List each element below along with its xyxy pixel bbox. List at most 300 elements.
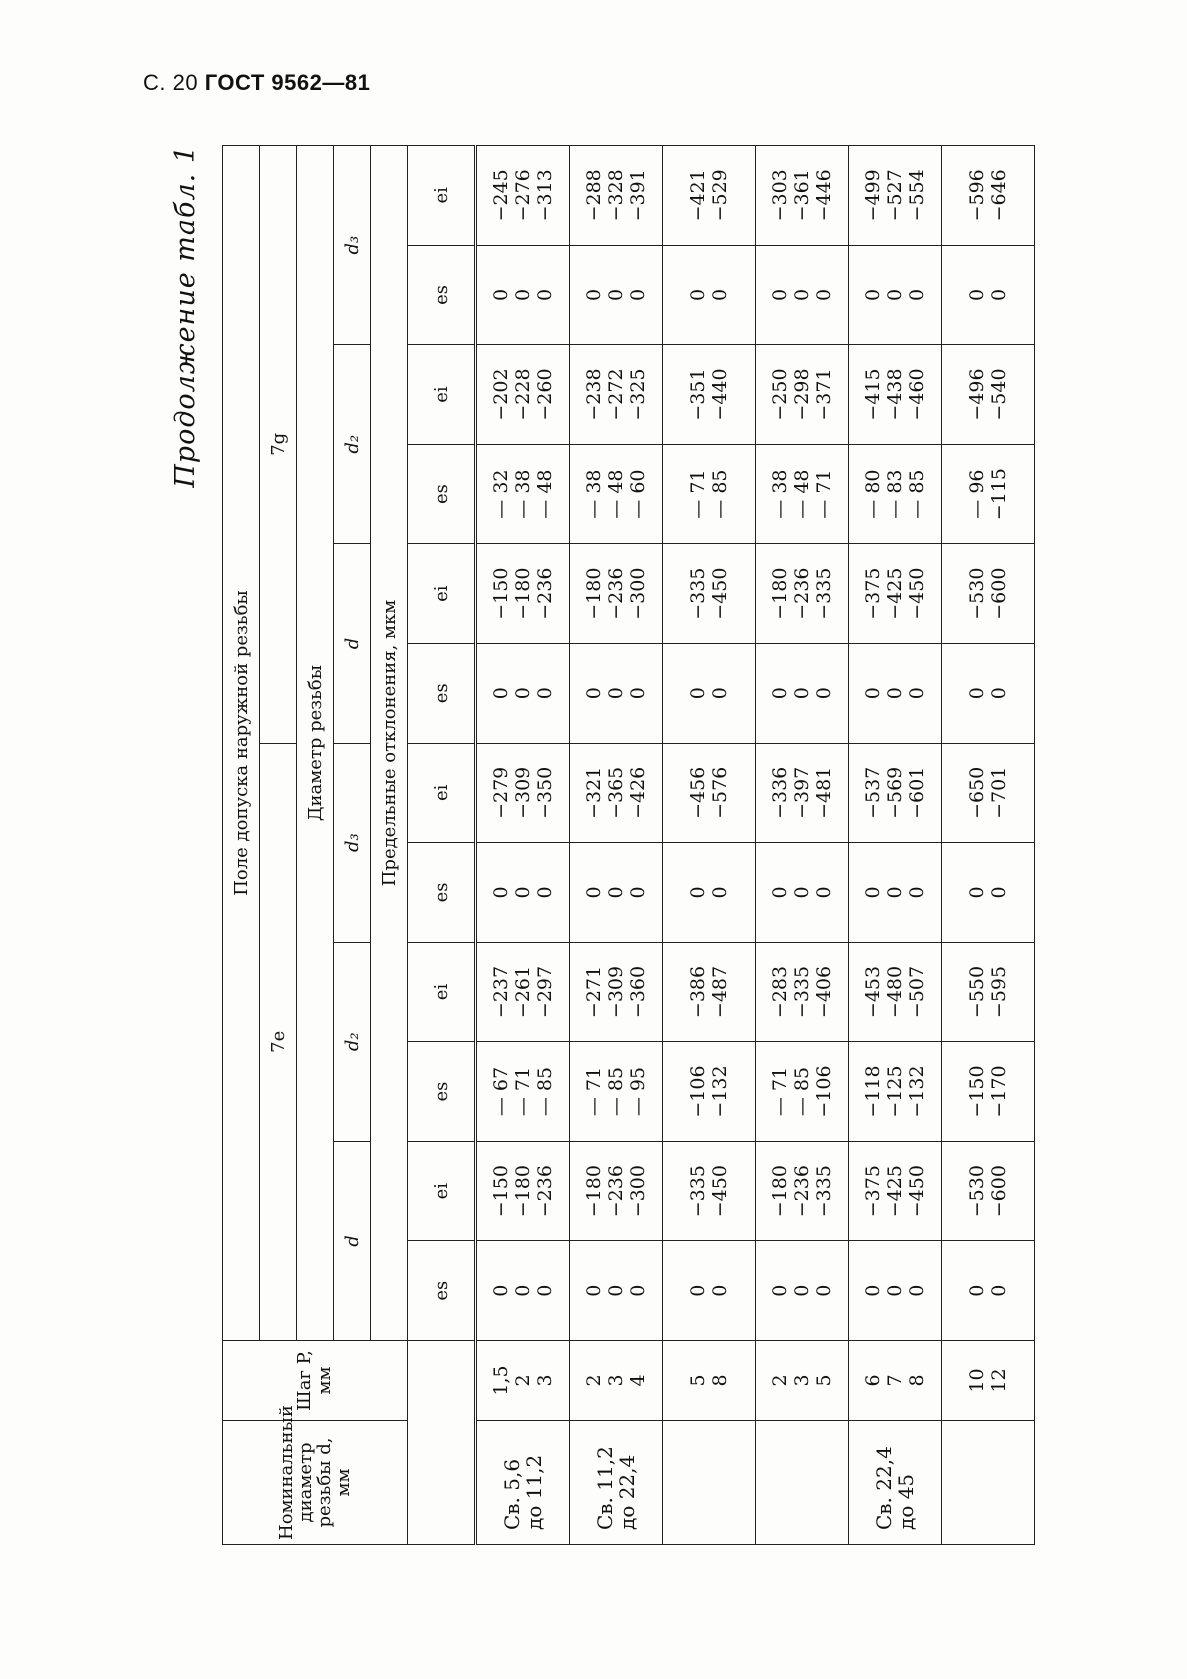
deviation-cell: [849, 245, 942, 345]
deviation-value: — 85: [906, 469, 928, 519]
deviation-value: −537: [862, 766, 884, 819]
deviation-value: −596: [966, 169, 988, 222]
deviation-value: 0: [884, 1284, 906, 1297]
deviation-value: — 60: [627, 469, 649, 519]
deviation-cell: [756, 643, 849, 743]
header-es: es: [408, 1241, 476, 1341]
deviation-value: — 85: [709, 469, 731, 519]
deviation-value: 0: [884, 288, 906, 301]
deviation-cell: [663, 245, 756, 345]
deviation-value: −499: [862, 169, 884, 222]
deviation-value: 0: [906, 1284, 928, 1297]
deviation-value: 0: [605, 288, 627, 301]
step-cell: [942, 1341, 1035, 1421]
deviation-value: −335: [687, 1165, 709, 1218]
deviation-value: −397: [791, 766, 813, 819]
deviation-value: — 71: [813, 469, 835, 519]
step-cell: [756, 1341, 849, 1421]
deviation-value: 0: [966, 288, 988, 301]
deviation-value: −446: [813, 169, 835, 222]
deviation-value: 0: [534, 687, 556, 700]
step-cell: [663, 1341, 756, 1421]
header-7e-d3: d₃: [334, 743, 371, 942]
step-value: 8: [709, 1374, 731, 1387]
deviation-value: 0: [583, 886, 605, 899]
deviation-value: 0: [862, 687, 884, 700]
deviation-cell: [942, 444, 1035, 544]
deviation-cell: [756, 544, 849, 644]
deviation-value: −406: [813, 965, 835, 1019]
deviation-cell: [570, 1241, 663, 1341]
deviation-cell: [663, 942, 756, 1042]
deviation-value: −576: [709, 766, 731, 819]
deviation-value: −361: [791, 169, 813, 222]
deviation-value: 0: [906, 687, 928, 700]
deviation-value: −595: [988, 965, 1010, 1019]
deviation-value: −276: [512, 169, 534, 222]
deviation-cell: [756, 1141, 849, 1241]
deviation-value: −415: [862, 368, 884, 421]
deviation-value: 0: [605, 687, 627, 700]
deviation-value: −272: [605, 368, 627, 421]
deviation-value: −180: [769, 1165, 791, 1218]
deviation-cell: [570, 444, 663, 544]
deviation-cell: [942, 1042, 1035, 1142]
deviation-cell: [663, 1042, 756, 1142]
deviation-cell: [476, 245, 570, 345]
deviation-value: 0: [627, 288, 649, 301]
deviation-cell: [663, 1141, 756, 1241]
header-ei: ei: [408, 743, 476, 843]
header-limits: Предельные отклонения, мкм: [371, 146, 408, 1341]
step-value: 7: [884, 1374, 906, 1387]
deviation-value: −481: [813, 766, 835, 819]
deviation-cell: [849, 1241, 942, 1341]
nominal-diameter-cell: [663, 1421, 756, 1545]
continuation-title: Продолжение табл. 1: [170, 145, 201, 488]
deviation-value: −279: [490, 766, 512, 819]
deviation-value: 0: [490, 687, 512, 700]
deviation-value: 0: [490, 288, 512, 301]
deviation-value: −530: [966, 1165, 988, 1218]
header-ei: ei: [408, 146, 476, 246]
nominal-diameter-cell: [570, 1421, 663, 1545]
deviation-cell: [849, 146, 942, 246]
step-value: 2: [512, 1374, 534, 1387]
deviation-value: −600: [988, 567, 1010, 620]
diameter-line: до 11,2: [522, 1454, 546, 1530]
deviation-value: −180: [512, 567, 534, 620]
deviation-value: −313: [534, 169, 556, 222]
deviation-value: 0: [769, 886, 791, 899]
deviation-value: 0: [906, 886, 928, 899]
deviation-value: −260: [534, 368, 556, 421]
step-value: 3: [605, 1374, 627, 1387]
deviation-cell: [942, 1241, 1035, 1341]
header-ei: ei: [408, 544, 476, 644]
step-value: 12: [988, 1368, 1010, 1393]
deviation-value: 0: [769, 1284, 791, 1297]
step-value: 5: [687, 1374, 709, 1387]
deviation-cell: [756, 444, 849, 544]
nominal-diameter-cell: [756, 1421, 849, 1545]
nominal-diameter-cell: [476, 1421, 570, 1545]
deviation-value: — 38: [512, 469, 534, 519]
deviation-cell: [476, 1042, 570, 1142]
header-es: es: [408, 843, 476, 943]
deviation-value: −371: [813, 368, 835, 421]
step-value: 5: [813, 1374, 835, 1387]
deviation-value: −300: [627, 567, 649, 620]
table-row: [942, 146, 1035, 1545]
deviation-value: 0: [583, 288, 605, 301]
step-cell: [476, 1341, 570, 1421]
deviation-value: −460: [906, 368, 928, 421]
deviation-cell: [942, 942, 1035, 1042]
deviation-value: 0: [791, 687, 813, 700]
table-row: [756, 146, 849, 1545]
deviation-value: −440: [709, 368, 731, 421]
deviation-cell: [849, 544, 942, 644]
deviation-value: −118: [862, 1065, 884, 1118]
deviation-cell: [756, 146, 849, 246]
deviation-value: −236: [791, 1165, 813, 1218]
deviation-value: −335: [813, 567, 835, 620]
deviation-value: — 71: [512, 1066, 534, 1117]
deviation-value: −236: [534, 1165, 556, 1218]
deviation-value: −375: [862, 1165, 884, 1218]
deviation-cell: [942, 843, 1035, 943]
deviation-cell: [476, 1241, 570, 1341]
deviation-value: −365: [605, 766, 627, 819]
step-value: 8: [906, 1374, 928, 1387]
header-nominal-diameter: Номинальный диаметр резьбы d, мм: [223, 1421, 408, 1545]
deviation-value: −297: [534, 965, 556, 1019]
deviation-value: −106: [687, 1065, 709, 1118]
deviation-value: — 48: [605, 469, 627, 519]
nominal-diameter-cell: [849, 1421, 942, 1545]
deviation-value: −438: [884, 368, 906, 421]
deviation-cell: [476, 146, 570, 246]
deviation-value: −321: [583, 766, 605, 819]
deviation-value: −298: [791, 368, 813, 421]
step-cell: [570, 1341, 663, 1421]
deviation-value: −132: [906, 1065, 928, 1118]
deviation-cell: [756, 743, 849, 843]
deviation-value: −180: [512, 1165, 534, 1218]
deviation-value: −480: [884, 965, 906, 1019]
deviation-value: 0: [627, 687, 649, 700]
table-row: [849, 146, 942, 1545]
deviation-cell: [570, 942, 663, 1042]
deviation-cell: [756, 245, 849, 345]
header-ei: ei: [408, 942, 476, 1042]
deviation-value: −600: [988, 1165, 1010, 1218]
table-row: [476, 146, 570, 1545]
deviation-value: — 32: [490, 469, 512, 519]
deviation-cell: [663, 743, 756, 843]
deviation-cell: [756, 942, 849, 1042]
deviation-value: −540: [988, 368, 1010, 421]
header-es: es: [408, 444, 476, 544]
deviation-value: 0: [906, 288, 928, 301]
step-value: 4: [627, 1374, 649, 1387]
deviation-cell: [942, 643, 1035, 743]
deviation-value: −236: [534, 567, 556, 620]
deviation-value: −180: [769, 567, 791, 620]
deviation-value: −426: [627, 766, 649, 819]
deviation-value: 0: [813, 1284, 835, 1297]
deviation-cell: [942, 245, 1035, 345]
deviation-value: 0: [709, 288, 731, 301]
header-7g-d3: d₃: [334, 146, 371, 345]
deviation-value: 0: [512, 1284, 534, 1297]
diameter-line: до 22,4: [615, 1454, 639, 1530]
diameter-line: Св. 22,4: [872, 1446, 896, 1530]
deviation-value: −701: [988, 766, 1010, 819]
step-value: 6: [862, 1374, 884, 1387]
deviation-value: 0: [988, 687, 1010, 700]
deviation-value: 0: [709, 687, 731, 700]
deviation-value: −250: [769, 368, 791, 421]
deviation-cell: [849, 843, 942, 943]
deviation-value: 0: [605, 1284, 627, 1297]
deviation-value: — 85: [534, 1066, 556, 1117]
deviation-value: — 95: [627, 1066, 649, 1117]
deviation-value: −283: [769, 965, 791, 1019]
header-7g: 7g: [260, 146, 297, 744]
deviation-value: 0: [769, 687, 791, 700]
deviation-value: 0: [966, 886, 988, 899]
deviation-value: −125: [884, 1065, 906, 1118]
deviation-cell: [942, 743, 1035, 843]
deviation-value: 0: [966, 687, 988, 700]
standard-number: ГОСТ 9562—81: [204, 70, 371, 95]
header-ei: ei: [408, 1141, 476, 1241]
deviation-cell: [476, 345, 570, 445]
deviation-value: 0: [813, 886, 835, 899]
deviation-value: −450: [709, 1165, 731, 1218]
deviation-value: 0: [813, 288, 835, 301]
deviation-value: −335: [813, 1165, 835, 1218]
deviation-cell: [476, 444, 570, 544]
deviation-value: −453: [862, 965, 884, 1019]
deviation-cell: [756, 1042, 849, 1142]
deviation-value: 0: [512, 886, 534, 899]
deviation-value: −496: [966, 368, 988, 421]
deviation-value: 0: [512, 288, 534, 301]
deviation-value: −228: [512, 368, 534, 421]
deviation-value: 0: [884, 687, 906, 700]
deviation-cell: [476, 843, 570, 943]
deviation-value: 0: [769, 288, 791, 301]
step-value: 2: [583, 1374, 605, 1387]
header-tolerance-field: Поле допуска наружной резьбы: [223, 146, 260, 1341]
rotated-table-block: [170, 145, 1090, 1545]
deviation-value: — 85: [605, 1066, 627, 1117]
deviation-value: −507: [906, 965, 928, 1019]
deviation-value: 0: [534, 1284, 556, 1297]
nominal-diameter-cell: [942, 1421, 1035, 1545]
deviation-value: 0: [687, 288, 709, 301]
deviation-cell: [663, 146, 756, 246]
header-ei: ei: [408, 345, 476, 445]
deviation-cell: [570, 345, 663, 445]
deviation-cell: [849, 1042, 942, 1142]
deviation-value: — 67: [490, 1066, 512, 1117]
deviation-value: −150: [966, 1065, 988, 1118]
deviation-cell: [570, 843, 663, 943]
deviation-value: 0: [687, 1284, 709, 1297]
deviation-value: −288: [583, 169, 605, 222]
deviation-value: −325: [627, 368, 649, 421]
deviation-value: — 71: [687, 469, 709, 519]
deviation-value: −646: [988, 169, 1010, 222]
deviation-cell: [570, 544, 663, 644]
deviation-value: −335: [791, 965, 813, 1019]
deviation-value: — 71: [583, 1066, 605, 1117]
deviation-value: 0: [862, 288, 884, 301]
deviation-cell: [570, 146, 663, 246]
deviation-value: 0: [988, 886, 1010, 899]
diameter-line: Св. 11,2: [593, 1446, 617, 1530]
deviation-value: −527: [884, 169, 906, 222]
header-step: Шаг P, мм: [223, 1341, 408, 1421]
deviation-value: −336: [769, 766, 791, 819]
deviation-value: −170: [988, 1065, 1010, 1118]
deviation-cell: [942, 146, 1035, 246]
deviation-value: — 71: [769, 1066, 791, 1117]
header-7e: 7e: [260, 743, 297, 1340]
deviation-value: 0: [583, 687, 605, 700]
deviation-cell: [942, 1141, 1035, 1241]
deviation-value: — 80: [862, 469, 884, 519]
deviation-cell: [476, 1141, 570, 1241]
deviation-value: −425: [884, 567, 906, 620]
deviation-cell: [756, 843, 849, 943]
deviation-value: −550: [966, 965, 988, 1019]
deviation-value: −350: [534, 766, 556, 819]
deviation-value: −450: [906, 1165, 928, 1218]
page-header: [143, 70, 370, 96]
deviation-value: — 85: [791, 1066, 813, 1117]
deviation-value: — 96: [966, 469, 988, 519]
deviation-value: −569: [884, 766, 906, 819]
deviation-value: 0: [966, 1284, 988, 1297]
deviation-value: −180: [583, 1165, 605, 1218]
page-number: С. 20: [143, 70, 199, 95]
deviation-value: 0: [862, 886, 884, 899]
deviation-cell: [849, 444, 942, 544]
deviation-value: −425: [884, 1165, 906, 1218]
deviation-value: 0: [862, 1284, 884, 1297]
header-7g-d: d: [334, 544, 371, 743]
tolerance-table: [222, 145, 1035, 1545]
table-body: [476, 146, 1035, 1545]
deviation-value: −202: [490, 368, 512, 421]
deviation-value: −236: [605, 567, 627, 620]
deviation-cell: [476, 942, 570, 1042]
deviation-value: 0: [534, 288, 556, 301]
deviation-value: 0: [627, 1284, 649, 1297]
deviation-cell: [942, 345, 1035, 445]
deviation-value: −421: [687, 169, 709, 222]
deviation-cell: [663, 643, 756, 743]
deviation-cell: [663, 544, 756, 644]
deviation-cell: [476, 544, 570, 644]
deviation-value: 0: [988, 288, 1010, 301]
deviation-value: — 48: [534, 469, 556, 519]
step-value: 3: [791, 1374, 813, 1387]
deviation-value: −261: [512, 965, 534, 1019]
deviation-value: 0: [791, 1284, 813, 1297]
deviation-value: −106: [813, 1065, 835, 1118]
deviation-value: −529: [709, 169, 731, 222]
deviation-value: −237: [490, 965, 512, 1019]
deviation-cell: [663, 345, 756, 445]
deviation-value: −554: [906, 169, 928, 222]
header-7g-d2: d₂: [334, 345, 371, 544]
deviation-value: — 38: [583, 469, 605, 519]
deviation-value: 0: [988, 1284, 1010, 1297]
deviation-value: −601: [906, 766, 928, 819]
step-value: 10: [966, 1368, 988, 1393]
header-es: es: [408, 643, 476, 743]
deviation-value: −150: [490, 1165, 512, 1218]
deviation-value: −236: [605, 1165, 627, 1218]
deviation-value: −309: [605, 965, 627, 1019]
header-diameter-group: Диаметр резьбы: [297, 146, 334, 1341]
deviation-cell: [663, 1241, 756, 1341]
deviation-value: −360: [627, 965, 649, 1019]
deviation-value: −300: [627, 1165, 649, 1218]
deviation-value: 0: [884, 886, 906, 899]
deviation-cell: [756, 1241, 849, 1341]
deviation-cell: [570, 1042, 663, 1142]
deviation-value: 0: [791, 886, 813, 899]
deviation-cell: [849, 1141, 942, 1241]
deviation-value: −650: [966, 766, 988, 819]
deviation-cell: [570, 1141, 663, 1241]
step-cell: [849, 1341, 942, 1421]
deviation-value: −391: [627, 169, 649, 222]
deviation-cell: [849, 743, 942, 843]
deviation-value: −386: [687, 965, 709, 1019]
deviation-value: 0: [687, 886, 709, 899]
table-row: [570, 146, 663, 1545]
deviation-cell: [756, 345, 849, 445]
deviation-value: 0: [791, 288, 813, 301]
deviation-value: −328: [605, 169, 627, 222]
table-row: [663, 146, 756, 1545]
deviation-value: — 38: [769, 469, 791, 519]
header-7e-d2: d₂: [334, 942, 371, 1141]
deviation-value: −238: [583, 368, 605, 421]
deviation-value: −245: [490, 169, 512, 222]
deviation-cell: [663, 444, 756, 544]
deviation-value: — 83: [884, 469, 906, 519]
deviation-value: −236: [791, 567, 813, 620]
deviation-value: −335: [687, 567, 709, 620]
step-value: 3: [534, 1374, 556, 1387]
deviation-value: −150: [490, 567, 512, 620]
deviation-value: −271: [583, 965, 605, 1019]
deviation-value: 0: [709, 886, 731, 899]
deviation-value: 0: [627, 886, 649, 899]
deviation-value: 0: [583, 1284, 605, 1297]
step-value: 1,5: [490, 1365, 512, 1396]
deviation-value: −132: [709, 1065, 731, 1118]
